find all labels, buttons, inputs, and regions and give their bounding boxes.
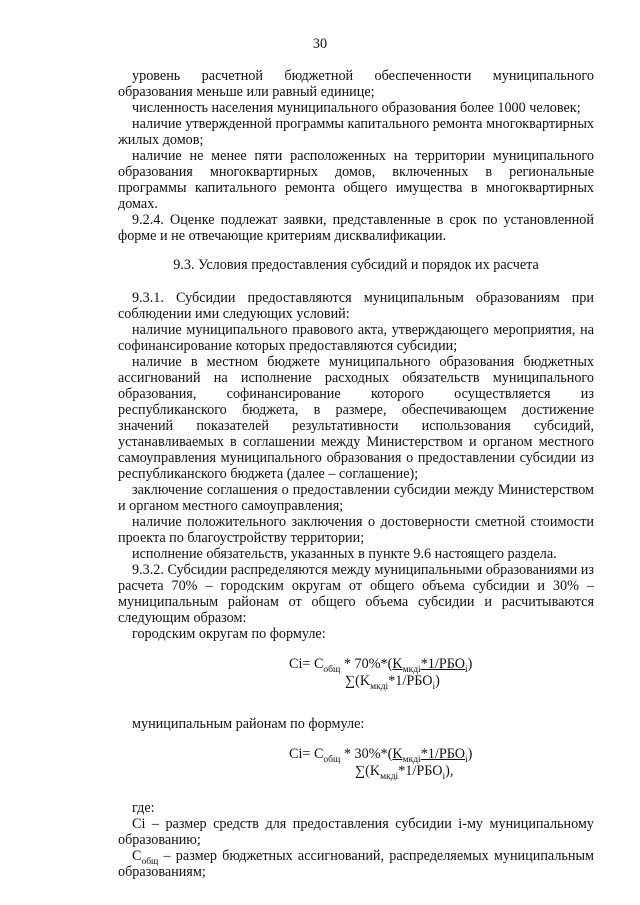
definition-ci: Ci – размер средств для предоставления субсидии i-му муниципальному образованию; [118,816,594,848]
page-number: 30 [312,36,328,52]
paragraph: наличие положительного заключения о достоверности сметной стоимости проекта по благоустройству территории; [118,514,594,546]
paragraph: наличие утвержденной программы капитального ремонта многоквартирных жилых домов; [118,116,594,148]
paragraph: наличие муниципального правового акта, утверждающего мероприятия, на софинансирование которых предоставляются субсидии; [118,322,594,354]
middle-paragraphs [118,290,594,642]
document-body [118,68,594,880]
paragraph: численность населения муниципального образования более 1000 человек; [132,100,581,116]
formula1-denominator-line: $\sum(K_{мкдi}*1/РБО_i)$ [345,673,440,692]
paragraph: 9.2.4. Оценке подлежат заявки, представленные в срок по установленной форме и не отвечающие критериям дисквалификации. [118,212,594,244]
formula2-denominator-line: $\sum(K_{мкдi}*1/РБО_i)$, [355,763,454,782]
paragraph: наличие не менее пяти расположенных на территории муниципального образования многоквартирных домов, включенных в региональные программы капитального ремонта общего имущества в многоквартирных домах. [118,148,594,212]
paragraph: 9.3.2. Субсидии распределяются между муниципальными образованиями из расчета 70% – городским округам от общего объема субсидии и 30% – муниципальным районам от общего объема субсидии и расчитываются следующим образом: [118,562,594,626]
paragraph: заключение соглашения о предоставлении субсидии между Министерством и органом местного самоуправления; [118,482,594,514]
paragraph: исполнение обязательств, указанных в пункте 9.6 настоящего раздела. [132,546,557,562]
paragraph: городским округам по формуле: [132,626,326,642]
formula-urban-districts [118,656,594,692]
formula2-numerator-line: $Ci= C_{общ} * 30\%*(K_{мкдi}*1/РБО_i)$ [289,746,473,765]
formula2-label: муниципальным районам по формуле: [132,716,365,732]
paragraph: уровень расчетной бюджетной обеспеченности муниципального образования меньше или равный единице; [118,68,594,100]
definition-cobsh: $C_{общ}$ – размер бюджетных ассигнований, распределяемых муниципальным образованиям; [118,848,594,880]
top-paragraphs [118,68,594,244]
where-label: где: [132,800,155,816]
paragraph: наличие в местном бюджете муниципального образования бюджетных ассигнований на исполнение расходных обязательств муниципального образования, софинансирование которого осуществляется из республиканского бюджета, в размере, обеспечивающем достижение значений показателей результативности использования субсидий, устанавливаемых в соглашении между Министерством и органом местного самоуправления муниципального образования о предоставлении субсидии из республиканского бюджета (далее – соглашение); [118,354,594,482]
formula-municipal-districts [118,746,594,782]
section-heading: 9.3. Условия предоставления субсидий и порядок их расчета [173,257,539,273]
paragraph: 9.3.1. Субсидии предоставляются муниципальным образованиям при соблюдении ими следующих условий: [118,290,594,322]
formula1-numerator-line: $Ci= C_{общ} * 70\%*(K_{мкдi}*1/РБО_i)$ [289,656,473,675]
